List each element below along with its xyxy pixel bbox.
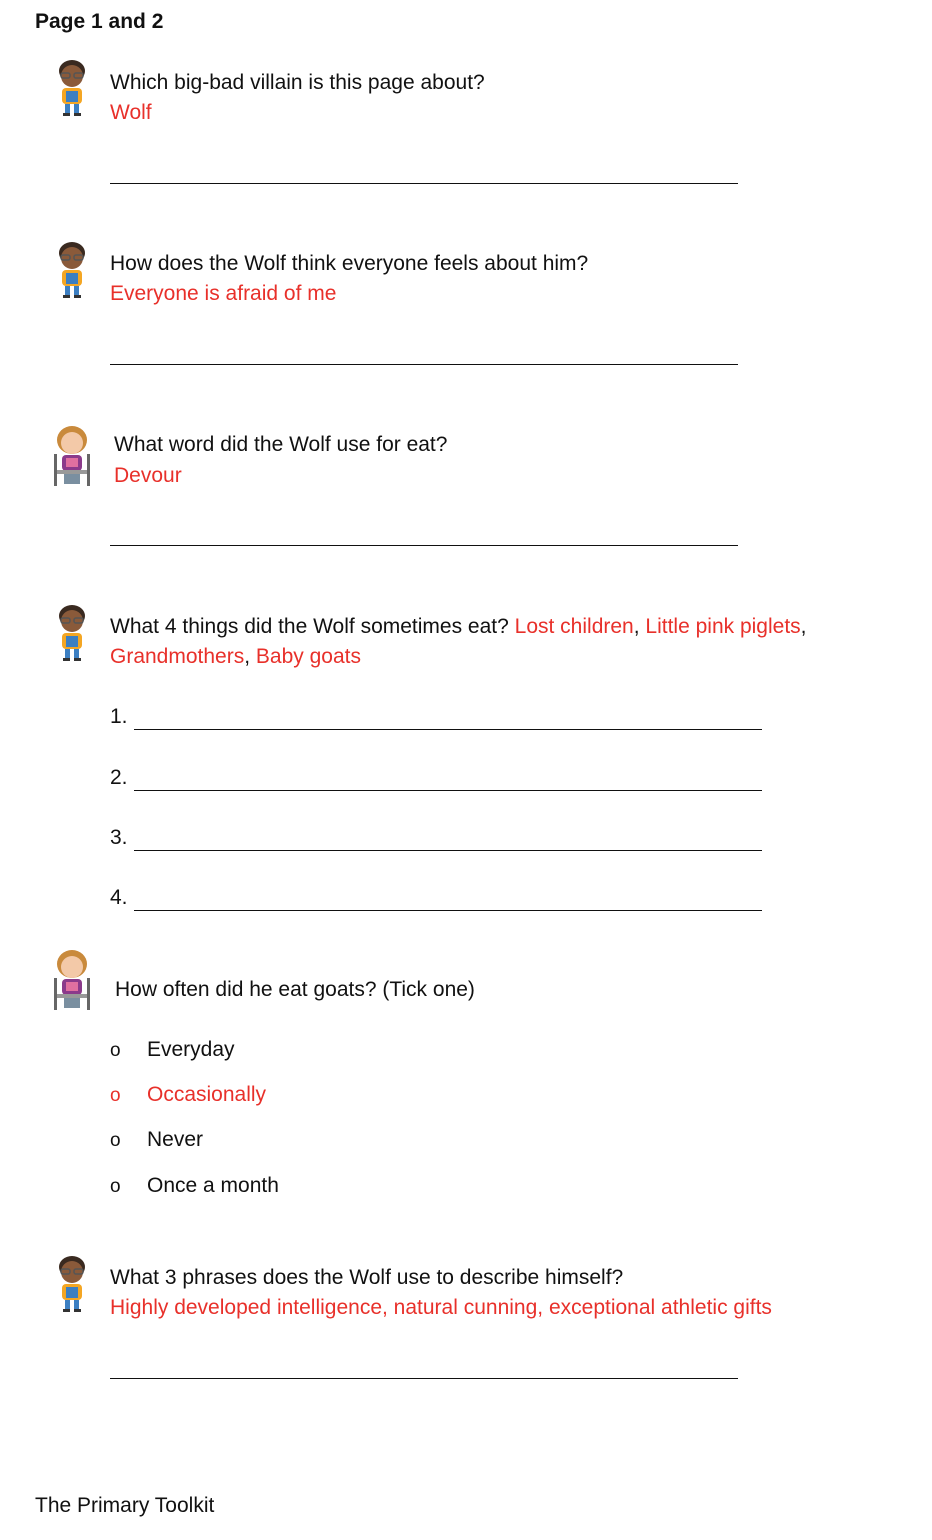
list-number-2: 2. [110, 766, 128, 789]
page-title: Page 1 and 2 [35, 10, 164, 33]
question-4-answer-1: Lost children [514, 615, 634, 638]
question-1-text: Which big-bad villain is this page about? [110, 71, 485, 94]
option-label: Everyday [147, 1038, 235, 1061]
tick-circle[interactable]: o [110, 1040, 121, 1061]
question-6-text: What 3 phrases does the Wolf use to describe himself? [110, 1266, 624, 1289]
boy-reader-icon [52, 1254, 92, 1316]
list-number-4: 4. [110, 886, 128, 909]
answer-line-6[interactable] [110, 1378, 738, 1379]
option-once-a-month[interactable] [110, 1174, 279, 1198]
question-2-answer: Everyone is afraid of me [110, 282, 337, 305]
question-4-answer-2: Little pink piglets [645, 615, 801, 638]
question-3-text: What word did the Wolf use for eat? [114, 433, 448, 456]
option-label: Never [147, 1128, 204, 1151]
question-4-block: What 4 things did the Wolf sometimes eat? Lost children, Little pink piglets, Grandmothers, Baby goats [110, 615, 807, 668]
footer-credit: The Primary Toolkit [35, 1494, 215, 1517]
option-occasionally[interactable] [110, 1083, 266, 1107]
question-3-answer: Devour [114, 464, 182, 487]
answer-line-3[interactable] [110, 545, 738, 546]
girl-wheelchair-reader-icon [52, 424, 92, 496]
boy-reader-icon [52, 240, 92, 302]
tick-circle[interactable]: o [110, 1085, 121, 1106]
option-everyday[interactable] [110, 1038, 235, 1062]
girl-wheelchair-reader-icon [52, 948, 92, 1020]
answer-line-4-1[interactable] [134, 729, 762, 730]
question-4-answer-3: Grandmothers [110, 645, 245, 668]
boy-reader-icon [52, 603, 92, 665]
answer-line-4-3[interactable] [134, 850, 762, 851]
answer-line-2[interactable] [110, 364, 738, 365]
boy-reader-icon [52, 58, 92, 120]
question-1-answer: Wolf [110, 101, 152, 124]
tick-circle[interactable]: o [110, 1176, 121, 1197]
answer-line-1[interactable] [110, 183, 738, 184]
option-label: Once a month [147, 1174, 279, 1197]
list-number-3: 3. [110, 826, 128, 849]
tick-circle[interactable]: o [110, 1130, 121, 1151]
question-5-text: How often did he eat goats? (Tick one) [115, 978, 475, 1001]
list-number-1: 1. [110, 705, 128, 728]
option-never[interactable] [110, 1128, 203, 1152]
question-4-answer-4: Baby goats [255, 645, 361, 668]
question-6-answer: Highly developed intelligence, natural cunning, exceptional athletic gifts [110, 1296, 772, 1319]
question-2-text: How does the Wolf think everyone feels about him? [110, 252, 589, 275]
option-label: Occasionally [147, 1083, 267, 1106]
question-4-text: What 4 things did the Wolf sometimes eat? [110, 615, 509, 638]
answer-line-4-2[interactable] [134, 790, 762, 791]
answer-line-4-4[interactable] [134, 910, 762, 911]
